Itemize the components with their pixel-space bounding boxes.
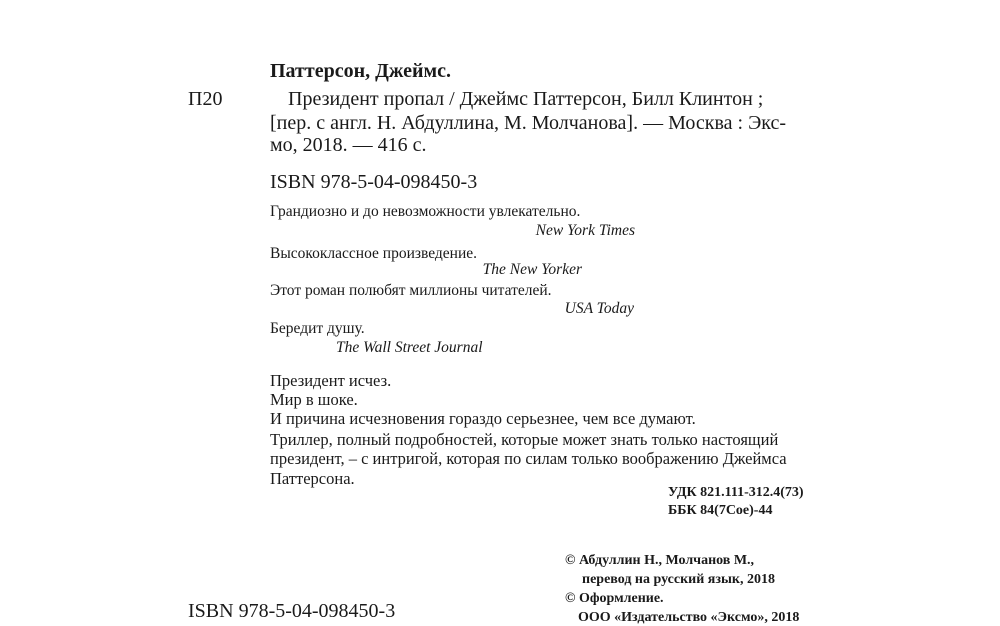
classification-code: П20 <box>188 88 223 110</box>
review-source: New York Times <box>535 222 635 239</box>
footer-isbn: ISBN 978-5-04-098450-3 <box>188 600 396 622</box>
review-quote: Этот роман полюбят миллионы читателей. <box>270 282 552 299</box>
review-quote: Бередит душу. <box>270 320 365 337</box>
annotation-line: президент, – с интригой, которая по силам только воображению Джеймса <box>270 449 787 468</box>
annotation-line: Мир в шоке. <box>270 390 358 409</box>
description-line: мо, 2018. — 416 с. <box>270 134 427 156</box>
annotation-line: Президент исчез. <box>270 371 392 390</box>
bbk-code: ББК 84(7Сое)-44 <box>668 503 773 518</box>
review-source: USA Today <box>564 300 634 317</box>
annotation-line: Триллер, полный подробностей, которые может знать только настоящий <box>270 430 779 449</box>
review-quote: Грандиозно и до невозможности увлекательно. <box>270 203 581 220</box>
copyright-line: © Оформление. <box>565 591 664 606</box>
copyright-line: ООО «Издательство «Эксмо», 2018 <box>578 610 800 625</box>
udk-code: УДК 821.111-312.4(73) <box>668 485 804 500</box>
author-heading: Паттерсон, Джеймс. <box>270 60 451 82</box>
copyright-line: перевод на русский язык, 2018 <box>582 572 775 587</box>
review-source: The New Yorker <box>482 261 582 278</box>
description-line: [пер. с англ. Н. Абдуллина, М. Молчанова]. — Москва : Экс- <box>270 112 787 134</box>
review-quote: Высококлассное произведение. <box>270 245 477 262</box>
isbn: ISBN 978-5-04-098450-3 <box>270 171 478 193</box>
annotation-line: И причина исчезновения гораздо серьезнее, чем все думают. <box>270 409 696 428</box>
copyright-line: © Абдуллин Н., Молчанов М., <box>565 553 755 568</box>
description-line: Президент пропал / Джеймс Паттерсон, Билл Клинтон ; <box>288 88 764 110</box>
annotation-line: Паттерсона. <box>270 469 355 488</box>
review-source: The Wall Street Journal <box>336 339 483 356</box>
